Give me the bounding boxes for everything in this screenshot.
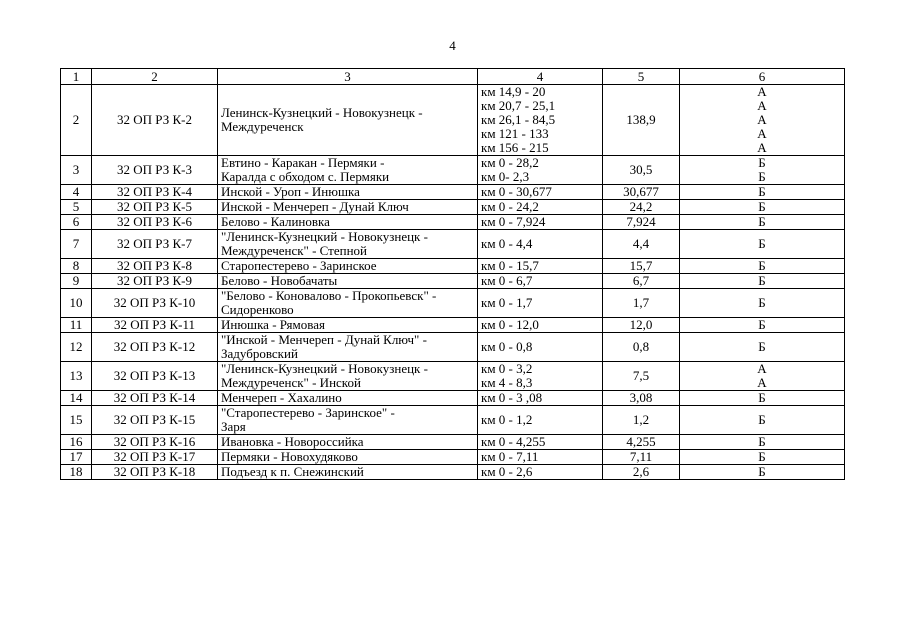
- km-range-cell: [478, 465, 603, 480]
- road-code-cell: 32 ОП РЗ К-13: [92, 362, 218, 391]
- km-range-cell-line: км 121 - 133: [481, 126, 549, 141]
- road-name-cell: [218, 289, 478, 318]
- road-code-cell: 32 ОП РЗ К-14: [92, 391, 218, 406]
- category-cell: [680, 200, 845, 215]
- km-range-cell: [478, 274, 603, 289]
- table-row: [61, 435, 845, 450]
- road-code-cell: 32 ОП РЗ К-2: [92, 85, 218, 156]
- table-row: [61, 406, 845, 435]
- road-name-cell-line: Пермяки - Новохудяково: [221, 449, 358, 464]
- road-name-cell: [218, 230, 478, 259]
- road-name-cell-line: Междуреченск" - Степной: [221, 243, 368, 258]
- road-name-cell: [218, 406, 478, 435]
- road-name-cell: [218, 391, 478, 406]
- road-name-cell: [218, 200, 478, 215]
- km-range-cell: [478, 289, 603, 318]
- category-cell-line: Б: [758, 214, 766, 229]
- road-name-cell: [218, 259, 478, 274]
- roads-table-body: [61, 69, 845, 480]
- category-cell-line: А: [757, 84, 767, 99]
- category-cell: [680, 391, 845, 406]
- category-cell-line: А: [757, 361, 767, 376]
- page-number: 4: [449, 38, 456, 53]
- road-name-cell-line: "Ленинск-Кузнецкий - Новокузнецк -: [221, 361, 428, 376]
- km-range-cell-line: км 0 - 3 ,08: [481, 390, 543, 405]
- row-number-cell: 9: [61, 274, 92, 289]
- row-number-cell: 8: [61, 259, 92, 274]
- table-row: [61, 362, 845, 391]
- road-code-cell: 32 ОП РЗ К-12: [92, 333, 218, 362]
- km-range-cell-line: км 4 - 8,3: [481, 375, 533, 390]
- road-code-cell: 32 ОП РЗ К-16: [92, 435, 218, 450]
- km-range-cell-line: км 0 - 12,0: [481, 317, 539, 332]
- category-cell-line: Б: [758, 236, 766, 251]
- category-cell: [680, 362, 845, 391]
- km-range-cell-line: км 0 - 1,2: [481, 412, 533, 427]
- road-name-cell-line: Заря: [221, 419, 246, 434]
- category-cell-line: Б: [758, 390, 766, 405]
- table-row: [61, 318, 845, 333]
- category-cell: [680, 230, 845, 259]
- length-cell: 1,2: [603, 406, 680, 435]
- row-number-cell: 13: [61, 362, 92, 391]
- row-number-cell: 17: [61, 450, 92, 465]
- category-cell-line: А: [757, 112, 767, 127]
- road-name-cell-line: "Белово - Коновалово - Прокопьевск" -: [221, 288, 437, 303]
- row-number-cell: 10: [61, 289, 92, 318]
- category-cell-line: А: [757, 375, 767, 390]
- road-name-cell-line: Междуреченск: [221, 119, 304, 134]
- table-row: [61, 215, 845, 230]
- category-cell: [680, 450, 845, 465]
- length-cell: 24,2: [603, 200, 680, 215]
- km-range-cell: [478, 391, 603, 406]
- km-range-cell-line: км 0 - 4,255: [481, 434, 546, 449]
- road-name-cell-line: Подъезд к п. Снежинский: [221, 464, 364, 479]
- km-range-cell-line: км 0 - 15,7: [481, 258, 539, 273]
- road-name-cell: [218, 435, 478, 450]
- km-range-cell-line: км 0 - 2,6: [481, 464, 533, 479]
- category-cell-line: Б: [758, 317, 766, 332]
- category-cell-line: Б: [758, 434, 766, 449]
- km-range-cell: [478, 318, 603, 333]
- road-name-cell: [218, 185, 478, 200]
- road-name-cell-line: Междуреченск" - Инской: [221, 375, 361, 390]
- category-cell-line: Б: [758, 199, 766, 214]
- km-range-cell-line: км 0- 2,3: [481, 169, 530, 184]
- km-range-cell: [478, 333, 603, 362]
- road-name-cell-line: Менчереп - Хахалино: [221, 390, 342, 405]
- length-cell: 3,08: [603, 391, 680, 406]
- length-cell: 12,0: [603, 318, 680, 333]
- category-cell: [680, 259, 845, 274]
- road-name-cell-line: Инюшка - Рямовая: [221, 317, 325, 332]
- km-range-cell-line: км 0 - 28,2: [481, 155, 539, 170]
- category-cell: [680, 435, 845, 450]
- table-row: [61, 259, 845, 274]
- length-cell: 7,924: [603, 215, 680, 230]
- table-row: [61, 289, 845, 318]
- km-range-cell: [478, 435, 603, 450]
- category-cell: [680, 406, 845, 435]
- table-row: [61, 230, 845, 259]
- row-number-cell: 7: [61, 230, 92, 259]
- road-name-cell: [218, 85, 478, 156]
- length-cell: 138,9: [603, 85, 680, 156]
- km-range-cell-line: км 0 - 7,11: [481, 449, 539, 464]
- road-name-cell-line: Белово - Калиновка: [221, 214, 330, 229]
- category-cell-line: Б: [758, 295, 766, 310]
- table-row: [61, 156, 845, 185]
- road-name-cell-line: Евтино - Каракан - Пермяки -: [221, 155, 385, 170]
- length-cell: 6,7: [603, 274, 680, 289]
- table-row: [61, 333, 845, 362]
- row-number-cell: 12: [61, 333, 92, 362]
- road-name-cell-line: Ленинск-Кузнецкий - Новокузнецк -: [221, 105, 423, 120]
- row-number-cell: 14: [61, 391, 92, 406]
- length-cell: 30,5: [603, 156, 680, 185]
- header-cell-3: 3: [218, 69, 478, 85]
- km-range-cell-line: км 26,1 - 84,5: [481, 112, 556, 127]
- km-range-cell: [478, 156, 603, 185]
- km-range-cell-line: км 0 - 3,2: [481, 361, 533, 376]
- km-range-cell: [478, 185, 603, 200]
- km-range-cell: [478, 200, 603, 215]
- category-cell-line: А: [757, 98, 767, 113]
- category-cell: [680, 185, 845, 200]
- table-row: [61, 274, 845, 289]
- table-row: [61, 200, 845, 215]
- road-name-cell-line: "Ленинск-Кузнецкий - Новокузнецк -: [221, 229, 428, 244]
- km-range-cell: [478, 406, 603, 435]
- category-cell: [680, 85, 845, 156]
- km-range-cell: [478, 450, 603, 465]
- table-row: [61, 85, 845, 156]
- table-row: [61, 391, 845, 406]
- category-cell: [680, 215, 845, 230]
- road-name-cell-line: Старопестерево - Заринское: [221, 258, 377, 273]
- header-cell-5: 5: [603, 69, 680, 85]
- category-cell: [680, 465, 845, 480]
- row-number-cell: 15: [61, 406, 92, 435]
- road-name-cell-line: Ивановка - Новороссийка: [221, 434, 364, 449]
- header-cell-2: 2: [92, 69, 218, 85]
- road-name-cell: [218, 274, 478, 289]
- length-cell: 15,7: [603, 259, 680, 274]
- header-row: [61, 69, 845, 85]
- table-row: [61, 185, 845, 200]
- road-name-cell-line: Инской - Менчереп - Дунай Ключ: [221, 199, 409, 214]
- km-range-cell-line: км 0 - 4,4: [481, 236, 533, 251]
- km-range-cell: [478, 215, 603, 230]
- road-code-cell: 32 ОП РЗ К-3: [92, 156, 218, 185]
- row-number-cell: 4: [61, 185, 92, 200]
- road-code-cell: 32 ОП РЗ К-10: [92, 289, 218, 318]
- km-range-cell-line: км 0 - 7,924: [481, 214, 546, 229]
- road-name-cell: [218, 156, 478, 185]
- category-cell: [680, 274, 845, 289]
- length-cell: 7,5: [603, 362, 680, 391]
- road-name-cell-line: Каралда с обходом с. Пермяки: [221, 169, 390, 184]
- length-cell: 2,6: [603, 465, 680, 480]
- road-name-cell-line: Задубровский: [221, 346, 298, 361]
- row-number-cell: 18: [61, 465, 92, 480]
- category-cell-line: Б: [758, 464, 766, 479]
- road-code-cell: 32 ОП РЗ К-15: [92, 406, 218, 435]
- km-range-cell-line: км 14,9 - 20: [481, 84, 546, 99]
- category-cell: [680, 333, 845, 362]
- category-cell: [680, 289, 845, 318]
- road-code-cell: 32 ОП РЗ К-18: [92, 465, 218, 480]
- category-cell-line: Б: [758, 273, 766, 288]
- road-name-cell-line: Сидоренково: [221, 302, 294, 317]
- km-range-cell-line: км 20,7 - 25,1: [481, 98, 556, 113]
- km-range-cell-line: км 0 - 1,7: [481, 295, 533, 310]
- road-name-cell: [218, 362, 478, 391]
- road-code-cell: 32 ОП РЗ К-9: [92, 274, 218, 289]
- category-cell-line: Б: [758, 169, 766, 184]
- length-cell: 1,7: [603, 289, 680, 318]
- category-cell-line: А: [757, 140, 767, 155]
- km-range-cell: [478, 230, 603, 259]
- length-cell: 0,8: [603, 333, 680, 362]
- category-cell: [680, 156, 845, 185]
- category-cell-line: Б: [758, 155, 766, 170]
- row-number-cell: 5: [61, 200, 92, 215]
- road-name-cell: [218, 450, 478, 465]
- km-range-cell: [478, 362, 603, 391]
- row-number-cell: 3: [61, 156, 92, 185]
- km-range-cell-line: км 0 - 24,2: [481, 199, 539, 214]
- category-cell-line: Б: [758, 184, 766, 199]
- road-code-cell: 32 ОП РЗ К-7: [92, 230, 218, 259]
- road-code-cell: 32 ОП РЗ К-5: [92, 200, 218, 215]
- length-cell: 30,677: [603, 185, 680, 200]
- road-code-cell: 32 ОП РЗ К-6: [92, 215, 218, 230]
- road-name-cell: [218, 465, 478, 480]
- road-name-cell-line: Инской - Уроп - Инюшка: [221, 184, 360, 199]
- table-row: [61, 450, 845, 465]
- roads-table: [60, 68, 845, 480]
- road-code-cell: 32 ОП РЗ К-17: [92, 450, 218, 465]
- category-cell: [680, 318, 845, 333]
- road-name-cell-line: "Старопестерево - Заринское" -: [221, 405, 395, 420]
- road-name-cell: [218, 333, 478, 362]
- road-code-cell: 32 ОП РЗ К-11: [92, 318, 218, 333]
- header-cell-1: 1: [61, 69, 92, 85]
- table-row: [61, 465, 845, 480]
- length-cell: 4,255: [603, 435, 680, 450]
- road-name-cell-line: "Инской - Менчереп - Дунай Ключ" -: [221, 332, 427, 347]
- row-number-cell: 11: [61, 318, 92, 333]
- road-name-cell: [218, 318, 478, 333]
- road-name-cell: [218, 215, 478, 230]
- category-cell-line: Б: [758, 258, 766, 273]
- length-cell: 7,11: [603, 450, 680, 465]
- road-code-cell: 32 ОП РЗ К-4: [92, 185, 218, 200]
- km-range-cell-line: км 0 - 6,7: [481, 273, 533, 288]
- row-number-cell: 2: [61, 85, 92, 156]
- km-range-cell: [478, 85, 603, 156]
- category-cell-line: Б: [758, 412, 766, 427]
- category-cell-line: Б: [758, 339, 766, 354]
- road-code-cell: 32 ОП РЗ К-8: [92, 259, 218, 274]
- road-name-cell-line: Белово - Новобачаты: [221, 273, 338, 288]
- km-range-cell-line: км 0 - 0,8: [481, 339, 533, 354]
- header-cell-6: 6: [680, 69, 845, 85]
- km-range-cell: [478, 259, 603, 274]
- km-range-cell-line: км 0 - 30,677: [481, 184, 552, 199]
- km-range-cell-line: км 156 - 215: [481, 140, 549, 155]
- row-number-cell: 6: [61, 215, 92, 230]
- category-cell-line: А: [757, 126, 767, 141]
- category-cell-line: Б: [758, 449, 766, 464]
- header-cell-4: 4: [478, 69, 603, 85]
- row-number-cell: 16: [61, 435, 92, 450]
- length-cell: 4,4: [603, 230, 680, 259]
